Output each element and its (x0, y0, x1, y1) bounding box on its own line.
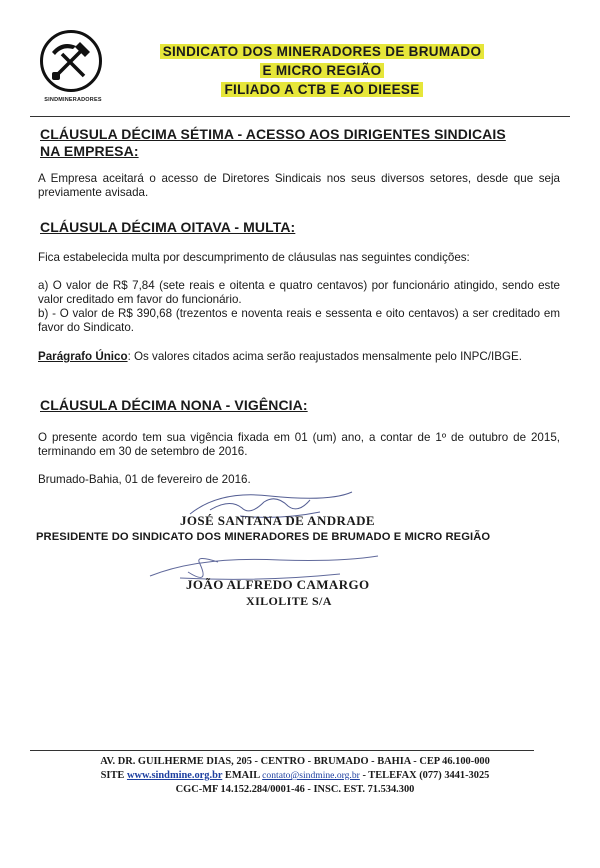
banner-line-3: FILIADO A CTB E AO DIEESE (221, 82, 422, 97)
clause-17-heading (40, 126, 560, 160)
logo-text: SINDMINERADORES (44, 97, 102, 103)
clause-17-heading-line-2: NA EMPRESA: (40, 143, 139, 159)
banner-line-2: E MICRO REGIÃO (260, 63, 385, 78)
clause-17-text: A Empresa aceitará o acesso de Diretores Sindicais nos seus diversos setores, desde que seja previamente avisada. (38, 172, 560, 199)
paragraph-label: Parágrafo Único (38, 350, 128, 363)
email-label: EMAIL (224, 770, 260, 781)
union-banner (122, 42, 522, 99)
site-label: SITE (100, 770, 125, 781)
footer-divider (30, 750, 534, 751)
email-link[interactable]: contato@sindmine.org.br (262, 770, 360, 781)
date-line: Brumado-Bahia, 01 de fevereiro de 2016. (38, 473, 251, 486)
clause-18-item-a: a) O valor de R$ 7,84 (sete reais e oitenta e quatro centavos) por funcionário atingido, sendo este valor creditado em favor do funcionário. (38, 279, 560, 306)
clause-18-intro: Fica estabelecida multa por descumprimento de cláusulas nas seguintes condições: (38, 251, 470, 264)
clause-18-item-b: b) - O valor de R$ 390,68 (trezentos e noventa reais e sessenta e oito centavos) a ser creditado em favor do Sindicato. (38, 307, 560, 334)
footer-contact (40, 769, 550, 783)
telefax: - TELEFAX (077) 3441-3025 (362, 770, 490, 781)
footer-registration: CGC-MF 14.152.284/0001-46 - INSC. EST. 71.534.300 (175, 784, 415, 795)
footer-address: AV. DR. GUILHERME DIAS, 205 - CENTRO - BRUMADO - BAHIA - CEP 46.100-000 (100, 756, 490, 767)
signatory-2-name: JOÃO ALFREDO CAMARGO (186, 577, 370, 592)
signatory-1-title: PRESIDENTE DO SINDICATO DOS MINERADORES DE BRUMADO E MICRO REGIÃO (36, 531, 491, 543)
signatory-2-title: XILOLITE S/A (246, 594, 332, 608)
clause-17-heading-line-1: CLÁUSULA DÉCIMA SÉTIMA - ACESSO AOS DIRIGENTES SINDICAIS (40, 126, 506, 142)
union-logo (38, 30, 108, 108)
paragraph-text: : Os valores citados acima serão reajustados mensalmente pelo INPC/IBGE. (127, 350, 522, 363)
banner-line-1: SINDICATO DOS MINERADORES DE BRUMADO (160, 44, 485, 59)
site-link[interactable]: www.sindmine.org.br (126, 770, 223, 781)
clause-18-paragraph (38, 350, 560, 364)
clause-19-heading: CLÁUSULA DÉCIMA NONA - VIGÊNCIA: (40, 397, 308, 413)
pick-shovel-icon (40, 30, 102, 92)
signatory-1-name: JOSÉ SANTANA DE ANDRADE (180, 513, 375, 528)
clause-18-heading: CLÁUSULA DÉCIMA OITAVA - MULTA: (40, 219, 296, 235)
header-divider (30, 116, 570, 117)
clause-19-text: O presente acordo tem sua vigência fixada em 01 (um) ano, a contar de 1º de outubro de 2015, terminando em 30 de setembro de 2016. (38, 431, 560, 458)
